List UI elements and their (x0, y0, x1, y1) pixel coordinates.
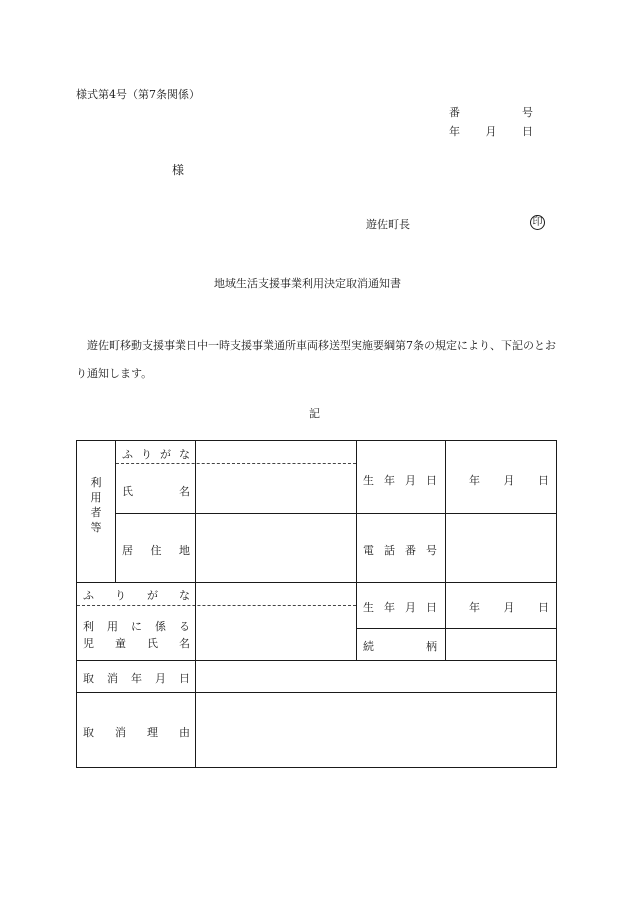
label-char: 生 (363, 601, 374, 614)
label-char: 児 (83, 637, 94, 650)
dash-child-furigana (77, 605, 356, 606)
label-char: 取 (83, 726, 94, 739)
label-char: 消 (107, 672, 118, 685)
body-paragraph: 遊佐町移動支援事業日中一時支援事業通所車両移送型実施要綱第7条の規定により、下記のとおり通知します。 (76, 339, 556, 380)
header-year: 年 (449, 125, 460, 138)
label-char: 名 (179, 485, 190, 498)
user-group-char: 用 (90, 491, 102, 504)
label-char: 日 (426, 474, 437, 487)
date-char: 月 (503, 601, 515, 614)
label-char: り (141, 448, 152, 461)
header-month: 月 (485, 125, 497, 138)
label-char: ふ (122, 448, 133, 461)
addressee-suffix: 様 (172, 163, 185, 177)
birth-value (469, 472, 549, 488)
label-char: 生 (363, 474, 374, 487)
user-group-label (89, 475, 103, 535)
number-ban: 番 (449, 106, 460, 119)
label-char: 話 (384, 544, 395, 557)
child-birth-label (363, 599, 437, 615)
label-char: 続 (363, 640, 374, 653)
label-char: 居 (122, 544, 133, 557)
label-char: 年 (384, 474, 395, 487)
label-char: 号 (426, 544, 437, 557)
name-label (122, 483, 190, 499)
hline-addr-top (116, 513, 556, 514)
header-day: 日 (522, 125, 533, 138)
user-group-char: 者 (90, 506, 102, 519)
child-furigana-label (83, 587, 190, 603)
seal-mark: 印 (530, 215, 545, 230)
header-date-line (449, 123, 533, 139)
label-char: 月 (405, 474, 416, 487)
label-char: 月 (405, 601, 416, 614)
document-title: 地域生活支援事業利用決定取消通知書 (214, 277, 401, 290)
phone-label (363, 542, 437, 558)
date-char: 日 (538, 601, 549, 614)
dash-user-furigana (116, 463, 356, 464)
child-birth-value (469, 599, 549, 615)
date-char: 日 (538, 474, 549, 487)
birth-label (363, 472, 437, 488)
furigana-label (122, 446, 190, 462)
vline-value-col (356, 441, 357, 660)
form-number: 様式第4号（第7条関係） (76, 88, 200, 101)
label-char: 月 (155, 672, 166, 685)
cancel-date-label (83, 670, 190, 686)
hline-cancel-date-bottom (77, 692, 556, 693)
vline-right-col (445, 441, 446, 660)
label-char: 柄 (426, 640, 437, 653)
user-group-char: 利 (90, 476, 102, 489)
label-char: ふ (83, 589, 94, 602)
user-group-char: 等 (90, 521, 102, 534)
hline-relation-top (356, 628, 556, 629)
label-char: 電 (363, 544, 374, 557)
label-char: が (147, 589, 158, 602)
child-label-line1 (83, 618, 190, 634)
label-char: 番 (405, 544, 416, 557)
number-gou: 号 (522, 106, 533, 119)
label-char: 由 (179, 726, 190, 739)
label-char: 日 (426, 601, 437, 614)
vline-label-col (195, 441, 196, 767)
label-char: 氏 (147, 637, 158, 650)
label-char: 取 (83, 672, 94, 685)
label-char: 地 (179, 544, 190, 557)
label-char: に (131, 620, 142, 633)
label-char: な (179, 448, 190, 461)
label-char: 消 (115, 726, 126, 739)
label-char: 利 (83, 620, 94, 633)
cancel-reason-label (83, 724, 190, 740)
issuer-name: 遊佐町長 (366, 218, 410, 231)
notice-table (76, 440, 557, 768)
hline-child-bottom (77, 660, 556, 661)
date-char: 年 (469, 474, 480, 487)
label-char: 用 (107, 620, 118, 633)
label-char: る (179, 620, 190, 633)
header-number-line (449, 104, 533, 120)
label-char: が (160, 448, 171, 461)
label-char: 年 (384, 601, 395, 614)
label-char: な (179, 589, 190, 602)
address-label (122, 542, 190, 558)
label-char: 係 (155, 620, 166, 633)
label-char: 名 (179, 637, 190, 650)
label-char: 年 (131, 672, 142, 685)
date-char: 月 (503, 474, 515, 487)
label-char: 童 (115, 637, 126, 650)
hline-user-bottom (77, 582, 556, 583)
label-char: 住 (150, 544, 162, 557)
label-char: 氏 (122, 485, 133, 498)
label-char: 理 (147, 726, 158, 739)
child-label-line2 (83, 635, 190, 651)
relation-label (363, 638, 437, 654)
ki-label: 記 (309, 407, 320, 420)
label-char: り (115, 589, 126, 602)
date-char: 年 (469, 601, 480, 614)
vline-user-group (115, 441, 116, 582)
label-char: 日 (179, 672, 190, 685)
